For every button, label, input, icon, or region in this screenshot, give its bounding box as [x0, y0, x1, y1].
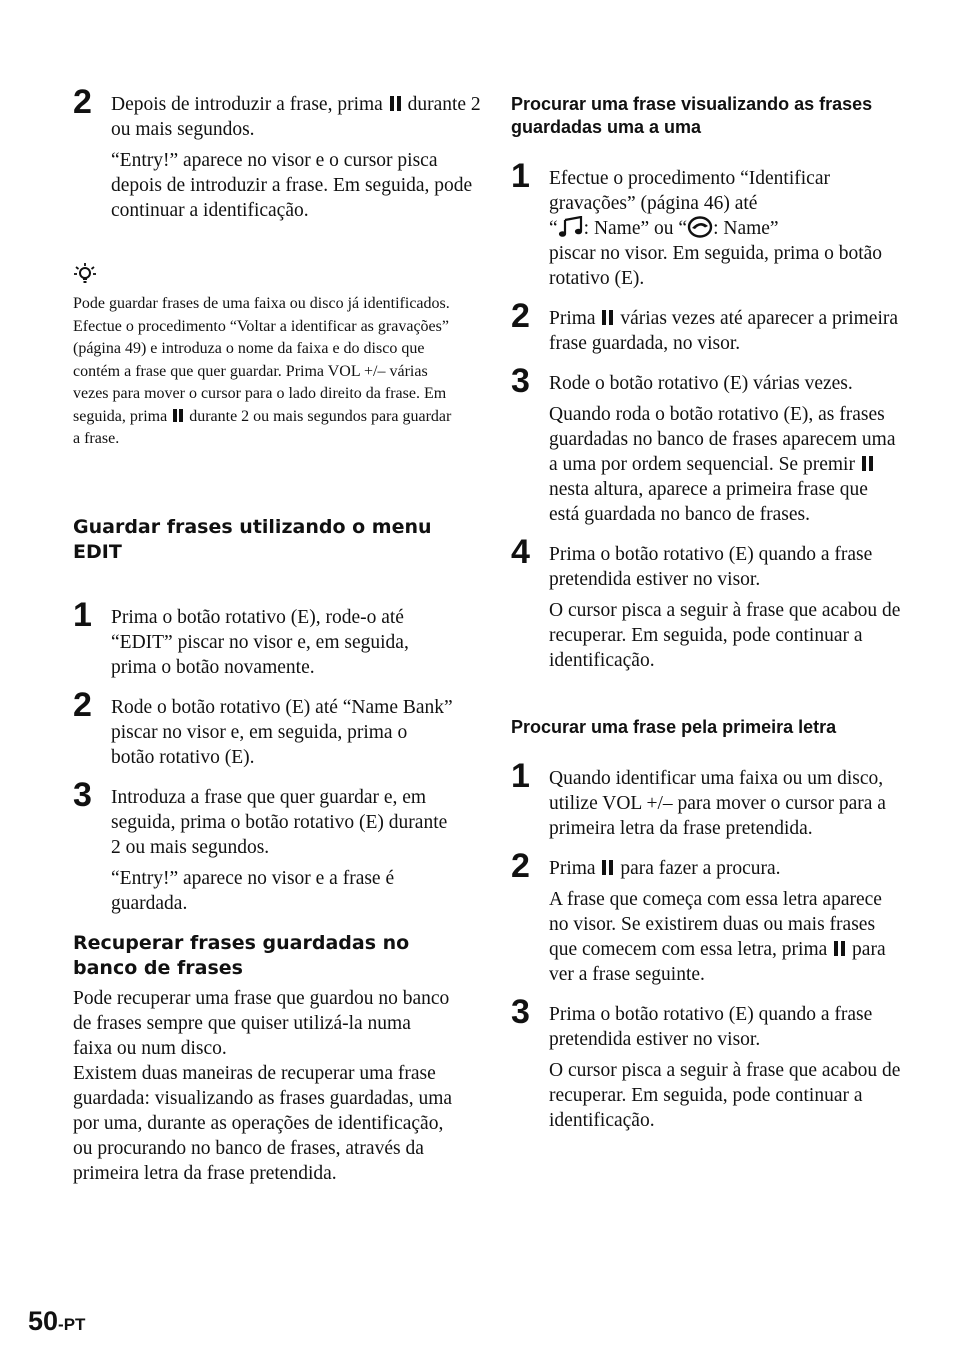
step-text: Depois de introduzir a frase, prima durante 2 ou mais segundos.: [111, 94, 481, 140]
tip-block: [73, 262, 453, 451]
section-heading: Recuperar frases guardadas no banco de frases: [73, 932, 410, 979]
section-one-by-one: [511, 93, 901, 673]
step-text: Prima para fazer a procura.: [549, 858, 781, 879]
step-note: “Entry!” aparece no visor e o cursor pisca depois de introduzir a frase. Em seguida, pode continuar a identificação.: [111, 150, 473, 221]
step-note: “Entry!” aparece no visor e a frase é guardada.: [111, 868, 395, 914]
step-note: O cursor pisca a seguir à frase que acabou de recuperar. Em seguida, pode continuar a identificação.: [549, 1060, 901, 1131]
step-note: Quando roda o botão rotativo (E), as frases guardadas no banco de frases aparecem uma a uma por ordem sequencial. Se premir nesta altura, aparece a primeira frase que está guardada no banco de frases.: [549, 404, 896, 525]
step-number: 3: [511, 362, 530, 400]
pause-icon: [862, 456, 873, 471]
step-number: 1: [73, 596, 92, 634]
step-4: [511, 533, 901, 673]
step-number: 2: [511, 297, 530, 335]
step-2-enter-phrase: [73, 83, 491, 223]
step-text: Prima o botão rotativo (E) quando a frase pretendida estiver no visor.: [549, 544, 873, 590]
step-3: [511, 993, 901, 1133]
tip-text-1: Pode guardar frases de uma faixa ou disco já identificados.: [73, 295, 450, 312]
step-number: 3: [73, 776, 92, 814]
step-text: Prima o botão rotativo (E), rode-o até “EDIT” piscar no visor e, em seguida, prima o botão novamente.: [111, 607, 409, 678]
disc-icon: [687, 216, 713, 238]
edit-step-3: [73, 776, 453, 916]
page-number: 50-PT: [28, 1306, 86, 1336]
step-number: 1: [511, 157, 530, 195]
pause-icon: [602, 860, 613, 875]
step-text: Prima o botão rotativo (E) quando a frase pretendida estiver no visor.: [549, 1004, 873, 1050]
lightbulb-icon: [73, 262, 97, 288]
pause-icon: [602, 310, 613, 325]
step-text: Prima várias vezes até aparecer a primeira frase guardada, no visor.: [549, 308, 899, 354]
step-note: A frase que começa com essa letra aparece no visor. Se existirem duas ou mais frases que comecem com essa letra, prima para ver a frase seguinte.: [549, 889, 886, 985]
edit-step-1: [73, 596, 453, 680]
pause-icon: [390, 96, 401, 111]
step-note: O cursor pisca a seguir à frase que acabou de recuperar. Em seguida, pode continuar a identificação.: [549, 600, 901, 671]
step-text: Quando identificar uma faixa ou um disco, utilize VOL +/– para mover o cursor para a primeira letra da frase pretendida.: [549, 768, 886, 839]
step-number: 2: [73, 83, 92, 121]
step-number: 2: [73, 686, 92, 724]
section-heading: Procurar uma frase visualizando as frases guardadas uma a uma: [511, 94, 873, 137]
pause-icon: [173, 409, 183, 422]
step-text: Introduza a frase que quer guardar e, em seguida, prima o botão rotativo (E) durante 2 ou mais segundos.: [111, 787, 448, 858]
step-text: Rode o botão rotativo (E) até “Name Bank” piscar no visor e, em seguida, prima o botão rotativo (E).: [111, 697, 453, 768]
step-2: [511, 297, 901, 356]
edit-step-2: [73, 686, 453, 770]
step-text: Efectue o procedimento “Identificar gravações” (página 46) até “ : Name” ou “ : Name” piscar no visor. Em seguida, prima o botão rotativo (E).: [549, 168, 883, 289]
step-1: [511, 757, 901, 841]
step-3: [511, 362, 901, 527]
note-icon: [558, 216, 584, 238]
step-1: [511, 157, 901, 291]
step-text: Rode o botão rotativo (E) várias vezes.: [549, 373, 853, 394]
paragraph-1: Pode recuperar uma frase que guardou no banco de frases sempre que quiser utilizá-la numa faixa ou num disco.: [73, 988, 450, 1059]
step-2: [511, 847, 901, 987]
section-heading: Guardar frases utilizando o menu EDIT: [73, 516, 432, 563]
step-number: 1: [511, 757, 530, 795]
section-first-letter: [511, 716, 901, 1133]
section-heading: Procurar uma frase pela primeira letra: [511, 717, 837, 737]
section-recover-phrases: [73, 931, 453, 1186]
pause-icon: [834, 941, 845, 956]
step-number: 2: [511, 847, 530, 885]
paragraph-2: Existem duas maneiras de recuperar uma frase guardada: visualizando as frases guardadas, uma por uma, durante as operações de identificação, ou procurando no banco de frases, através da primeira letra da frase pretendida.: [73, 1063, 453, 1184]
tip-text-2: Efectue o procedimento “Voltar a identificar as gravações” (página 49) e introduza o nome da faixa e do disco que contém a frase que quer guardar. Prima VOL +/– várias vezes para mover o cursor para o lado direito da frase. Em seguida, prima durante 2 ou mais segundos para guardar a frase.: [73, 317, 452, 447]
step-number: 4: [511, 533, 530, 571]
section-edit-menu: [73, 515, 453, 916]
step-number: 3: [511, 993, 530, 1031]
